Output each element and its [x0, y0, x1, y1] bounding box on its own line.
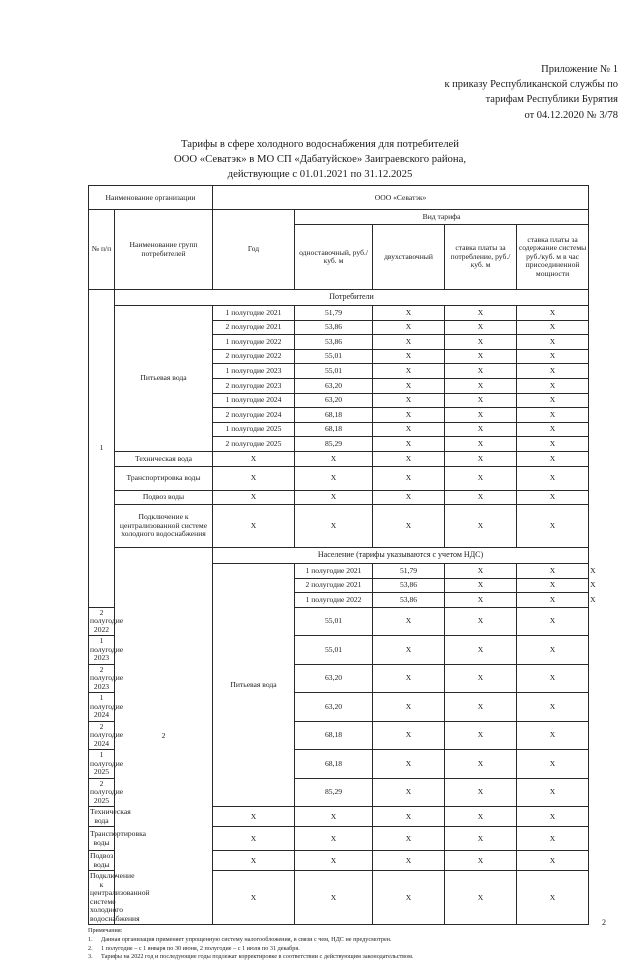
two-part-rate-value: X	[373, 721, 445, 750]
period-label: 1 полугодие 2024	[213, 393, 295, 408]
year-value: X	[213, 827, 295, 851]
one-part-rate-value: 55,01	[295, 607, 373, 636]
capacity-rate-value: X	[517, 664, 589, 693]
section-heading: Население (тарифы указываются с учетом НДС)	[213, 548, 589, 564]
two-part-rate-value: X	[373, 335, 445, 350]
two-part-rate-value: X	[373, 871, 445, 925]
section-number: 1	[89, 290, 115, 608]
two-part-rate-value: X	[373, 306, 445, 321]
notes-list	[88, 936, 593, 962]
document-header-block	[0, 62, 618, 123]
table-header-org-row	[89, 186, 589, 210]
consumption-rate-value: X	[445, 466, 517, 490]
consumption-rate-value: X	[445, 393, 517, 408]
consumption-rate-value: X	[445, 505, 517, 548]
service-label: Техническая вода	[90, 807, 131, 825]
capacity-rate-value: X	[517, 364, 589, 379]
two-part-rate-value: X	[445, 564, 517, 579]
one-part-rate-value: 55,01	[295, 636, 373, 665]
title-line-3: действующие с 01.01.2021 по 31.12.2025	[227, 168, 413, 181]
two-part-rate-value: X	[373, 750, 445, 779]
year-value: X	[213, 851, 295, 871]
section-heading-row	[89, 548, 589, 564]
consumption-rate-value: X	[445, 451, 517, 466]
table-row	[89, 466, 589, 490]
consumption-rate-value: X	[445, 778, 517, 807]
capacity-rate-value: X	[517, 451, 589, 466]
capacity-rate-value: X	[517, 306, 589, 321]
one-part-rate-value: 53,86	[373, 578, 445, 593]
two-part-rate-value: X	[373, 827, 445, 851]
one-part-rate-value: 68,18	[295, 422, 373, 437]
year-value: X	[213, 871, 295, 925]
service-label: Подвоз воды	[115, 490, 213, 505]
note-item	[88, 945, 593, 954]
two-part-rate-value: X	[373, 807, 445, 827]
one-part-rate-value: 63,20	[295, 379, 373, 394]
two-part-rate-value: X	[373, 664, 445, 693]
notes-title: Примечания:	[88, 927, 123, 935]
capacity-rate-value: X	[517, 778, 589, 807]
service-label: Подключение к централизованной системе холодного водоснабжения	[115, 505, 213, 548]
year-value: X	[213, 505, 295, 548]
one-part-rate-value: X	[295, 851, 373, 871]
consumption-rate-value: X	[445, 750, 517, 779]
capacity-rate-value: X	[517, 422, 589, 437]
period-label: 2 полугодие 2022	[213, 349, 295, 364]
header-org-name: ООО «Севатэк»	[213, 186, 589, 210]
capacity-rate-value: X	[517, 607, 589, 636]
two-part-rate-value: X	[373, 379, 445, 394]
capacity-rate-value: X	[517, 827, 589, 851]
year-value: X	[213, 451, 295, 466]
two-part-rate-value: X	[373, 349, 445, 364]
two-part-rate-value: X	[373, 364, 445, 379]
consumption-rate-value: X	[445, 437, 517, 452]
consumption-rate-value: X	[445, 807, 517, 827]
year-value: X	[213, 490, 295, 505]
consumption-rate-value: X	[445, 364, 517, 379]
period-label: 1 полугодие 2022	[213, 335, 295, 350]
header-col-group: Наименование групп потребителей	[115, 210, 213, 290]
one-part-rate-value: 63,20	[295, 393, 373, 408]
section-heading-row	[89, 290, 589, 306]
title-line-2: ООО «Севатэк» в МО СП «Дабатуйское» Заиграевского района,	[173, 153, 467, 166]
capacity-rate-value: X	[517, 437, 589, 452]
capacity-rate-value: X	[517, 379, 589, 394]
consumption-rate-value: X	[445, 306, 517, 321]
consumption-rate-value: X	[445, 827, 517, 851]
header-col-two-rate: двухставочный	[373, 225, 445, 290]
one-part-rate-value: 55,01	[295, 364, 373, 379]
two-part-rate-value: X	[373, 851, 445, 871]
consumption-rate-value: X	[445, 422, 517, 437]
two-part-rate-value: X	[373, 505, 445, 548]
consumption-rate-value: X	[445, 379, 517, 394]
consumption-rate-value: X	[445, 349, 517, 364]
note-number: 3.	[88, 953, 93, 961]
consumption-rate-value: X	[517, 593, 589, 608]
header-line-1: Приложение № 1	[541, 64, 618, 75]
page-title	[85, 137, 555, 183]
header-org-label: Наименование организации	[89, 186, 213, 210]
period-label: 2 полугодие 2024	[90, 721, 124, 748]
year-value: X	[213, 807, 295, 827]
one-part-rate-value: 85,29	[295, 778, 373, 807]
one-part-rate-value: 68,18	[295, 408, 373, 423]
period-label: 1 полугодие 2023	[213, 364, 295, 379]
two-part-rate-value: X	[373, 693, 445, 722]
header-col-capacity-rate: ставка платы за содержание системы руб./куб. м в час присоединенной мощности	[517, 225, 589, 290]
period-label: 1 полугодие 2023	[90, 636, 124, 663]
one-part-rate-value: 53,86	[373, 593, 445, 608]
note-text: Тарифы на 2022 год и последующие годы подлежат корректировке в соответствии с действующим законодательством.	[101, 953, 414, 961]
one-part-rate-value: 68,18	[295, 721, 373, 750]
one-part-rate-value: X	[295, 871, 373, 925]
capacity-rate-value: X	[517, 750, 589, 779]
note-number: 2.	[88, 944, 93, 952]
consumption-rate-value: X	[445, 320, 517, 335]
capacity-rate-value: X	[517, 505, 589, 548]
table-row	[89, 490, 589, 505]
note-text: 1 полугодие – с 1 января по 30 июня, 2 полугодие – с 1 июля по 31 декабря.	[101, 944, 300, 952]
capacity-rate-value: X	[517, 408, 589, 423]
period-label: 2 полугодие 2022	[90, 607, 124, 634]
header-col-consumption-rate: ставка платы за потребление, руб./ куб. м	[445, 225, 517, 290]
table-row	[89, 451, 589, 466]
service-label: Подключение к централизованной системе холодного водоснабжения	[90, 871, 150, 923]
two-part-rate-value: X	[373, 778, 445, 807]
capacity-rate-value: X	[517, 393, 589, 408]
header-line-2: к приказу Республиканской службы по	[444, 79, 618, 91]
table-row: Питьевая вода 1 полугодие 2021 51,79 X X X	[89, 564, 589, 579]
two-part-rate-value: X	[373, 490, 445, 505]
header-col-num: № п/п	[89, 210, 115, 290]
capacity-rate-value: X	[517, 349, 589, 364]
capacity-rate-value: X	[517, 693, 589, 722]
consumption-rate-value: X	[445, 664, 517, 693]
service-label-drinking-water: Питьевая вода	[115, 306, 213, 452]
one-part-rate-value: 53,86	[295, 335, 373, 350]
header-line-4: от 04.12.2020 № 3/78	[524, 109, 618, 121]
capacity-rate-value: X	[517, 636, 589, 665]
two-part-rate-value: X	[445, 578, 517, 593]
two-part-rate-value: X	[373, 437, 445, 452]
one-part-rate-value: 51,79	[373, 564, 445, 579]
note-item	[88, 953, 593, 962]
one-part-rate-value: 68,18	[295, 750, 373, 779]
year-value: X	[213, 466, 295, 490]
one-part-rate-value: X	[295, 490, 373, 505]
one-part-rate-value: X	[295, 807, 373, 827]
header-col-one-rate: одноставочный, руб./ куб. м	[295, 225, 373, 290]
consumption-rate-value: X	[445, 607, 517, 636]
consumption-rate-value: X	[445, 871, 517, 925]
consumption-rate-value: X	[445, 721, 517, 750]
period-label: 2 полугодие 2021	[213, 320, 295, 335]
note-number: 1.	[88, 935, 93, 943]
consumption-rate-value: X	[445, 335, 517, 350]
table-row	[89, 306, 589, 321]
consumption-rate-value: X	[445, 636, 517, 665]
two-part-rate-value: X	[373, 408, 445, 423]
two-part-rate-value: X	[445, 593, 517, 608]
two-part-rate-value: X	[373, 636, 445, 665]
consumption-rate-value: X	[445, 693, 517, 722]
one-part-rate-value: 63,20	[295, 664, 373, 693]
notes-block	[88, 927, 593, 961]
period-label: 1 полугодие 2025	[90, 750, 124, 777]
tariff-table	[88, 185, 596, 925]
capacity-rate-value: X	[517, 721, 589, 750]
document-page	[0, 62, 640, 967]
capacity-rate-value: X	[517, 335, 589, 350]
one-part-rate-value: 63,20	[295, 693, 373, 722]
capacity-rate-value: X	[517, 320, 589, 335]
one-part-rate-value: X	[295, 827, 373, 851]
two-part-rate-value: X	[373, 466, 445, 490]
period-label: 2 полугодие 2025	[90, 778, 124, 805]
period-label: 1 полугодие 2021	[213, 306, 295, 321]
header-tariff-kind: Вид тарифа	[295, 210, 589, 225]
table-row	[89, 505, 589, 548]
table-header-kind-row	[89, 210, 589, 225]
page-number: 2	[602, 918, 606, 927]
period-label: 2 полугодие 2024	[213, 408, 295, 423]
capacity-rate-value: X	[517, 490, 589, 505]
period-label: 2 полугодие 2021	[295, 578, 373, 593]
period-label: 1 полугодие 2021	[295, 564, 373, 579]
consumption-rate-value: X	[445, 408, 517, 423]
title-line-1: Тарифы в сфере холодного водоснабжения для потребителей	[181, 137, 459, 150]
consumption-rate-value: X	[517, 578, 589, 593]
service-label: Подвоз воды	[90, 851, 114, 869]
two-part-rate-value: X	[373, 607, 445, 636]
header-line-3: тарифам Республики Бурятия	[485, 94, 618, 106]
two-part-rate-value: X	[373, 320, 445, 335]
two-part-rate-value: X	[373, 393, 445, 408]
period-label: 1 полугодие 2022	[295, 593, 373, 608]
two-part-rate-value: X	[373, 422, 445, 437]
service-label-drinking-water: Питьевая вода	[213, 564, 295, 807]
capacity-rate-value: X	[517, 466, 589, 490]
section-heading: Потребители	[115, 290, 589, 306]
period-label: 1 полугодие 2025	[213, 422, 295, 437]
section-number: 2	[115, 548, 213, 925]
period-label: 2 полугодие 2023	[90, 664, 124, 691]
table-row: 1 полугодие 2022 53,86 X X X	[89, 593, 589, 608]
one-part-rate-value: X	[295, 466, 373, 490]
period-label: 2 полугодие 2023	[213, 379, 295, 394]
capacity-rate-value: X	[517, 851, 589, 871]
note-text: Данная организация применяет упрощенную систему налогообложения, в связи с чем, НДС не предусмотрен.	[101, 935, 392, 943]
service-label: Транспортировка воды	[115, 466, 213, 490]
one-part-rate-value: X	[295, 451, 373, 466]
header-col-year: Год	[213, 210, 295, 290]
service-label: Транспортировка воды	[89, 827, 115, 851]
service-label: Техническая вода	[115, 451, 213, 466]
one-part-rate-value: 51,79	[295, 306, 373, 321]
consumption-rate-value: X	[517, 564, 589, 579]
one-part-rate-value: X	[295, 505, 373, 548]
capacity-rate-value: X	[517, 807, 589, 827]
period-label: 2 полугодие 2025	[213, 437, 295, 452]
one-part-rate-value: 85,29	[295, 437, 373, 452]
consumption-rate-value: X	[445, 851, 517, 871]
capacity-rate-value: X	[517, 871, 589, 925]
two-part-rate-value: X	[373, 451, 445, 466]
table-row: 2 полугодие 2021 53,86 X X X	[89, 578, 589, 593]
note-item	[88, 936, 593, 945]
one-part-rate-value: 55,01	[295, 349, 373, 364]
period-label: 1 полугодие 2024	[90, 693, 124, 720]
one-part-rate-value: 53,86	[295, 320, 373, 335]
consumption-rate-value: X	[445, 490, 517, 505]
